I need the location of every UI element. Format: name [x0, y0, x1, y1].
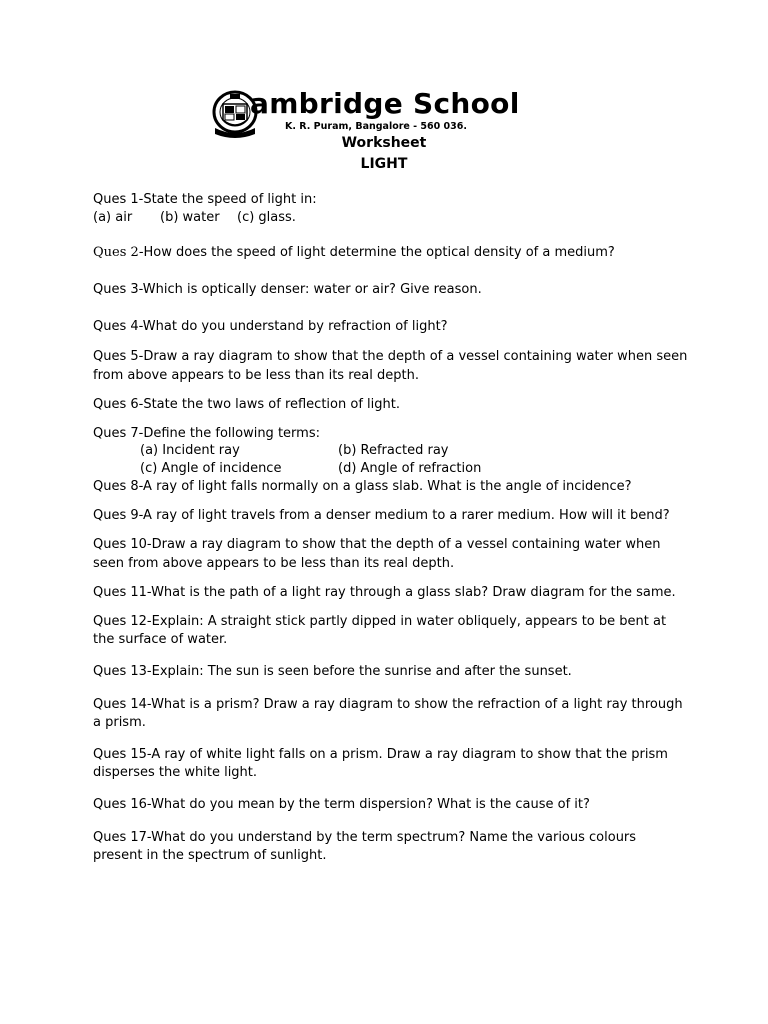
question-12-line-2: the surface of water. [93, 632, 228, 647]
question-8: Ques 8-A ray of light falls normally on a glass slab. What is the angle of incidence? [93, 479, 632, 494]
question-14-line-1: Ques 14-What is a prism? Draw a ray diagram to show the refraction of a light ray through [93, 697, 683, 712]
q7-option-c: (c) Angle of incidence [140, 461, 282, 476]
school-address: K. R. Puram, Bangalore - 560 036. [285, 121, 467, 132]
question-9: Ques 9-A ray of light travels from a denser medium to a rarer medium. How will it bend? [93, 508, 670, 523]
question-16: Ques 16-What do you mean by the term dispersion? What is the cause of it? [93, 797, 590, 812]
question-11: Ques 11-What is the path of a light ray through a glass slab? Draw diagram for the same. [93, 585, 676, 600]
question-12-line-1: Ques 12-Explain: A straight stick partly dipped in water obliquely, appears to be bent at [93, 614, 667, 629]
document-title: Worksheet [341, 135, 427, 151]
question-text: -How does the speed of light determine the optical density of a medium? [138, 245, 615, 260]
q1-option-b: (b) water [160, 210, 220, 225]
question-17-line-1: Ques 17-What do you understand by the term spectrum? Name the various colours [93, 830, 637, 845]
question-1 [93, 191, 683, 209]
question-number: Ques 2 [93, 245, 139, 260]
question-5-line-2: from above appears to be less than its real depth. [93, 368, 419, 383]
question-13: Ques 13-Explain: The sun is seen before the sunrise and after the sunset. [93, 664, 572, 679]
question-text: Ques 1-State the speed of light in: [93, 192, 317, 207]
q7-option-d: (d) Angle of refraction [338, 461, 482, 476]
question-7: Ques 7-Define the following terms: [93, 426, 320, 441]
question-3: Ques 3-Which is optically denser: water or air? Give reason. [93, 282, 482, 297]
question-17-line-2: present in the spectrum of sunlight. [93, 848, 327, 863]
question-10-line-2: seen from above appears to be less than its real depth. [93, 556, 455, 571]
question-15-line-2: disperses the white light. [93, 765, 258, 780]
question-10-line-1: Ques 10-Draw a ray diagram to show that the depth of a vessel containing water when [93, 537, 661, 552]
question-2 [93, 244, 683, 262]
q1-option-c: (c) glass. [237, 210, 296, 225]
question-5-line-1: Ques 5-Draw a ray diagram to show that the depth of a vessel containing water when seen [93, 349, 688, 364]
q1-option-a: (a) air [93, 210, 133, 225]
question-14-line-2: a prism. [93, 715, 146, 730]
q7-option-b: (b) Refracted ray [338, 443, 449, 458]
question-4: Ques 4-What do you understand by refraction of light? [93, 319, 448, 334]
school-name: ambridge School [250, 87, 520, 120]
question-15-line-1: Ques 15-A ray of white light falls on a prism. Draw a ray diagram to show that the prism [93, 747, 668, 762]
q7-option-a: (a) Incident ray [140, 443, 240, 458]
question-6: Ques 6-State the two laws of reflection of light. [93, 397, 400, 412]
document-subtitle: LIGHT [360, 156, 408, 172]
